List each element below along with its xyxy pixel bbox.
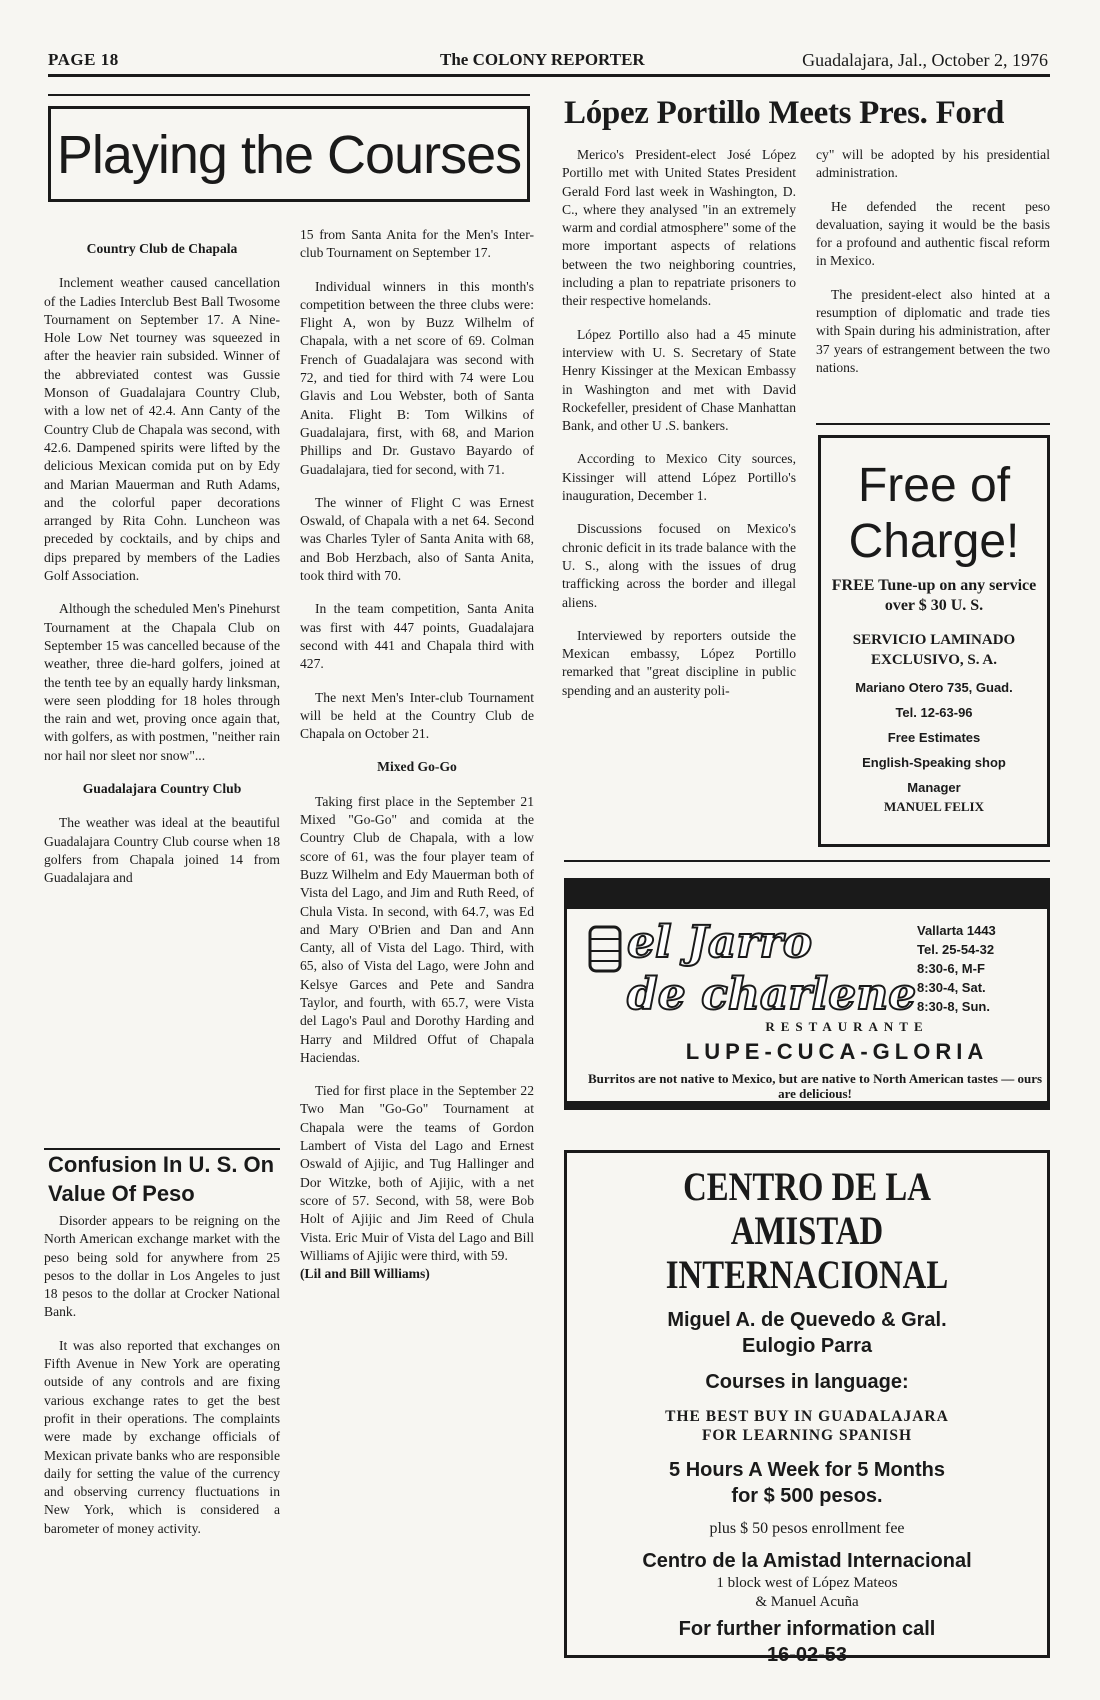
- centro-location-1: 1 block west of López Mateos: [716, 1575, 898, 1591]
- ford-headline: López Portillo Meets Pres. Ford: [564, 95, 1005, 131]
- centro-location-2: & Manuel Acuña: [755, 1594, 859, 1610]
- ad-phone: Tel. 12-63-96: [895, 705, 973, 720]
- ad-company: SERVICIO LAMINADO EXCLUSIVO, S. A.: [852, 632, 1016, 668]
- restaurant-address: Vallarta 1443: [917, 923, 996, 938]
- courses-paragraph: Individual winners in this month's competition between the three clubs were: Flight A, won by Buzz Wilhelm of Chapala, with a net score of 69. Colman French of Guadalajara was second with 72, and tied for third with 74 were Lou Glavis and Lou Webster, both of Santa Anita. Flight B: Tom Wilkins of Guadalajara, first, with 68, and Marion Phillips and Dr. Gustavo Bayardo of Guadalajara, tied for second, with 71.: [300, 278, 534, 477]
- subhead-mixed-gogo: Mixed Go-Go: [377, 759, 457, 775]
- ad-manager-name: MANUEL FELIX: [883, 799, 985, 814]
- dateline: Guadalajara, Jal., October 2, 1976: [802, 50, 1048, 70]
- courses-paragraph: The weather was ideal at the beautiful Guadalajara Country Club course when 18 golfers from Chapala joined 14 from Guadalajara and: [44, 815, 280, 886]
- subhead-chapala: Country Club de Chapala: [86, 241, 238, 256]
- ford-paragraph: cy" will be adopted by his presidential administration.: [816, 147, 1050, 181]
- centro-courses: Courses in language:: [705, 1371, 909, 1393]
- hours-saturday: 8:30-4, Sat.: [917, 980, 986, 995]
- restaurant-info: [917, 921, 996, 1016]
- centro-info: For further information call: [678, 1618, 936, 1640]
- ford-column-2: [816, 146, 1050, 392]
- courses-paragraph: In the team competition, Santa Anita was first with 447 points, Guadalajara second with 441 and Chapala third with 427.: [300, 601, 534, 672]
- ford-paragraph: He defended the recent peso devaluation, saying it would be the basis for a profound and authentic fiscal reform in Mexico.: [816, 198, 1050, 269]
- centro-title-1: CENTRO DE LA AMISTAD: [683, 1164, 931, 1253]
- courses-paragraph: Tied for first place in the September 22 Two Man "Go-Go" Tournament at Chapala were the teams of Gordon Lambert of Vista del Lago and Ernest Oswald of Ajijic, and Tug Hallinger and Dor Witzke, both of Ajijic, with a net score of 57. Second, with 58, were Bob Holt of Ajijic and Jim Reed of Chula Vista. Eric Muir of Vista del Lago and Bill Williams of Ajijic were third, with 59.: [300, 1083, 534, 1263]
- peso-headline: Confusion In U. S. On Value Of Peso: [48, 1152, 275, 1206]
- ford-paragraph: Interviewed by reporters outside the Mexican embassy, López Portillo remarked that "great discipline in public spending and an austerity poli-: [562, 627, 796, 698]
- peso-paragraph: It was also reported that exchanges on Fifth Avenue in New York are operating outside of any controls and are fixing various exchange rates to get the best profit in their operations. The complaints were made by exchange officials of Mexican private banks who are responsible daily for setting the value of the currency and observing currency fluctuations in New York, which is considered a barometer of money activity.: [44, 1337, 280, 1536]
- courses-title-box: [48, 106, 530, 202]
- logo-line-2: de charlene: [627, 969, 917, 1020]
- centro-name: Centro de la Amistad Internacional: [642, 1550, 972, 1572]
- ford-paragraph: According to Mexico City sources, Kissinger will attend López Portillo's inauguration, December 1.: [562, 451, 796, 504]
- ad-band-top: [567, 881, 1047, 909]
- hours-weekday: 8:30-6, M-F: [917, 961, 985, 976]
- ad-offer: FREE Tune-up on any service over $ 30 U. S.: [831, 577, 1037, 614]
- subhead-guadalajara: Guadalajara Country Club: [82, 781, 242, 797]
- hours-sunday: 8:30-8, Sun.: [917, 999, 990, 1014]
- courses-paragraph: The next Men's Inter-club Tournament will be held at the Country Club de Chapala on October 21.: [300, 689, 534, 742]
- centro-best-2: FOR LEARNING SPANISH: [701, 1427, 913, 1444]
- ad-restaurant: [564, 878, 1050, 1110]
- centro-phone: 16-02-53: [766, 1644, 848, 1666]
- ford-column-1: [562, 146, 796, 715]
- centro-address-2: Eulogio Parra: [741, 1335, 873, 1357]
- centro-hours-1: 5 Hours A Week for 5 Months: [669, 1459, 945, 1481]
- ford-paragraph: Merico's President-elect José López Portillo met with United States President Gerald Ford last week in Washington, D. C., where they analysed "in an extremely warm and cordial atmosphere" some of the more important aspects of relations between the two neighboring countries, including a plan to repatriate prisoners to their respective homelands.: [562, 147, 796, 309]
- courses-paragraph: Although the scheduled Men's Pinehurst Tournament at the Chapala Club on September 15 was cancelled because of the weather, three die-hard golfers, joined at the tenth tee by an equally hardy linksman, were seen plodding for 18 holes through the rain and wet, proving once again that, with golfers, as with postmen, "neither rain nor hail nor sleet nor snow"...: [44, 601, 280, 763]
- ad-band-bottom: [567, 1101, 1047, 1107]
- ad-centro-amistad: [564, 1150, 1050, 1666]
- ford-paragraph: López Portillo also had a 45 minute interview with U. S. Secretary of State Henry Kissinger at the Mexican Embassy in Washington and met with David Rockefeller, president of Chase Manhattan Bank, and other U .S. bankers.: [562, 326, 796, 434]
- courses-title: Playing the Courses: [56, 125, 522, 185]
- centro-best-1: THE BEST BUY IN GUADALAJARA: [665, 1408, 949, 1425]
- courses-paragraph: 15 from Santa Anita for the Men's Inter-club Tournament on September 17.: [300, 227, 534, 261]
- ad-divider: [564, 860, 1050, 862]
- byline: (Lil and Bill Williams): [300, 1266, 430, 1282]
- ad-address: Mariano Otero 735, Guad.: [855, 680, 1013, 695]
- owner-names: LUPE-CUCA-GLORIA: [685, 1039, 989, 1064]
- centro-fee: plus $ 50 pesos enrollment fee: [709, 1520, 905, 1537]
- ad-free-of-charge: [818, 435, 1050, 847]
- peso-paragraph: Disorder appears to be reigning on the North American exchange market with the peso being sold for anywhere from 25 pesos to the dollar in Los Angeles to just 18 pesos to the dollar at Crocker National Bank.: [44, 1213, 280, 1320]
- burrito-icon: [587, 921, 623, 977]
- ad-big-line-2: Charge!: [848, 515, 1020, 568]
- ad-shop: English-Speaking shop: [862, 755, 1006, 770]
- centro-hours-2: for $ 500 pesos.: [731, 1485, 883, 1507]
- section-rule: [48, 94, 530, 96]
- newspaper-name: The COLONY REPORTER: [440, 50, 645, 69]
- ad-manager-label: Manager: [907, 780, 961, 795]
- restaurant-logo: [627, 917, 916, 1021]
- ad-big-line-1: Free of: [857, 459, 1011, 512]
- courses-paragraph: Inclement weather caused cancellation of the Ladies Interclub Best Ball Twosome Tournament on September 17. A Nine-Hole Low Net tourney was squeezed in after the heavier rain subsided. Winner of the abbreviated contest was Gussie Monson of Guadalajara Country Club, with a low net of 42.4. Ann Canty of the Country Club de Chapala was second, with 42.6. Dampened spirits were lifted by the delicious Mexican comida put on by Edy and Marian Mauerman and Ruth Adams, and the colorful paper decorations arranged by Rita Cohn. Luncheon was preceded by cocktails, and by chips and dips prepared by members of the Ladies Golf Association.: [44, 275, 280, 584]
- logo-line-1: el Jarro: [627, 917, 813, 968]
- courses-column-1: [44, 226, 280, 903]
- centro-title-2: INTERNACIONAL: [665, 1252, 949, 1297]
- courses-paragraph: The winner of Flight C was Ernest Oswald, of Chapala with a net 64. Second was Charles Tyler of Santa Anita with 68, and Bob Herzbach, also of Santa Anita, took third with 70.: [300, 494, 534, 584]
- ford-bottom-rule: [816, 423, 1050, 425]
- restaurant-tagline: Burritos are not native to Mexico, but are native to North American tastes — ours are delicious!: [587, 1071, 1043, 1101]
- ad-estimates: Free Estimates: [887, 730, 981, 745]
- ford-paragraph: Discussions focused on Mexico's chronic deficit in its trade balance with the U. S., along with the issues of drug trafficking across the border and illegal aliens.: [562, 521, 796, 610]
- page-number: PAGE 18: [48, 50, 119, 69]
- peso-column: [44, 1212, 280, 1553]
- restaurante-label: RESTAURANTE: [765, 1019, 929, 1034]
- courses-column-2: [300, 226, 534, 1298]
- ford-paragraph: The president-elect also hinted at a resumption of diplomatic and trade ties with Spain during his administration, after 37 years of estrangement between the two nations.: [816, 286, 1050, 375]
- header-rule: [48, 74, 1050, 77]
- courses-paragraph: Taking first place in the September 21 Mixed "Go-Go" and comida at the Country Club de Chapala, with a low score of 61, was the four player team of Buzz Wilhelm and Edy Mauerman both of Vista del Lago, and Jim and Ruth Reed, of Chula Vista. In second, with 64.7, was Ed and Mary O'Brien and Dan and Ann Canty, all of Vista del Lago. Third, with 65, also of Vista del Lago, were John and Kelsye Garces and Pete and Sandra Taylor, and fourth, with 65.7, were Vista del Lago's Paul and Dorothy Harding and Harry and Mildred Offut of Chapala Haciendas.: [300, 793, 534, 1065]
- restaurant-phone: Tel. 25-54-32: [917, 942, 995, 957]
- centro-address-1: Miguel A. de Quevedo & Gral.: [667, 1309, 947, 1331]
